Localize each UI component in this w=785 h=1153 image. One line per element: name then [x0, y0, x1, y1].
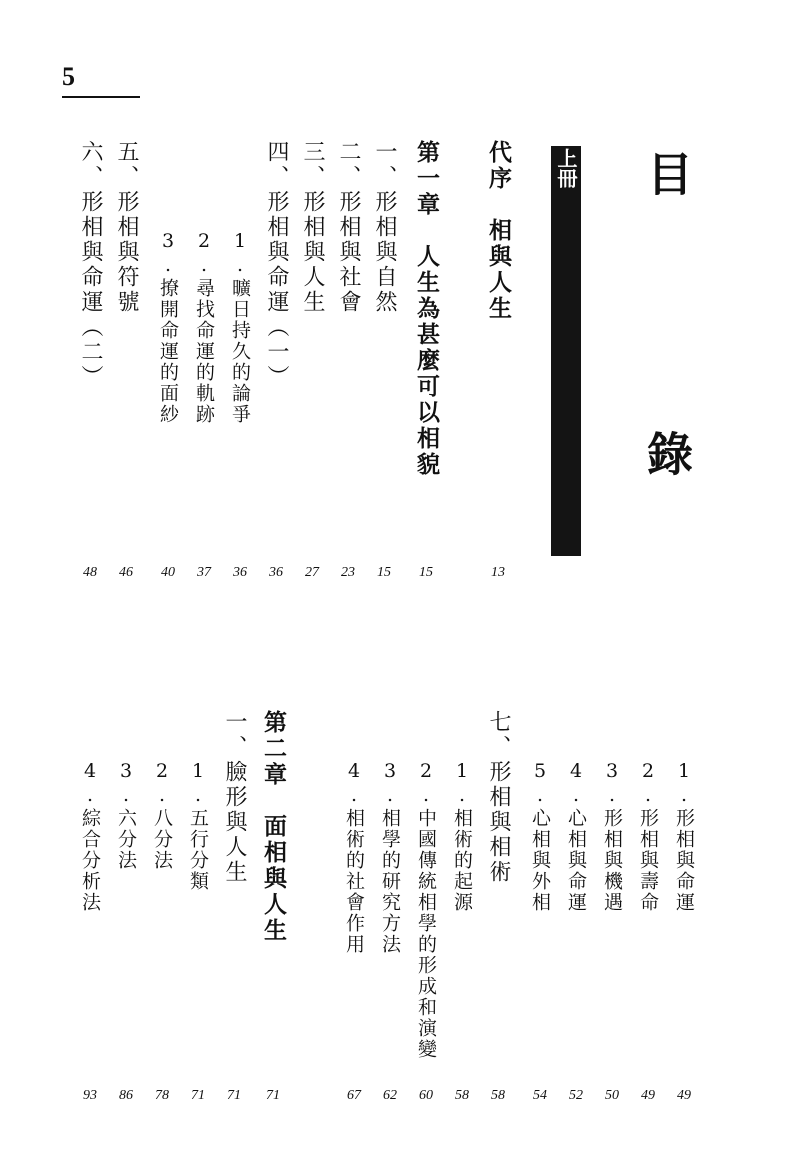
- toc-entry-text: 一、臉形與人生: [222, 710, 247, 885]
- toc-entry-text: 2.尋找命運的軌跡: [193, 230, 215, 425]
- toc-entry-text: 4.綜合分析法: [79, 760, 101, 913]
- toc-entry-text: 1.相術的起源: [451, 760, 473, 913]
- toc-entry-page: 58: [455, 1088, 469, 1103]
- toc-entry-page: 36: [233, 565, 247, 580]
- toc-entry-text: 2.形相與壽命: [637, 760, 659, 913]
- toc-entry-text: 4.心相與命運: [565, 760, 587, 913]
- toc-entry-text: 第一章 人生為甚麼可以相貌: [413, 140, 439, 478]
- toc-entry-text: 四、形相與命運（一）: [264, 140, 289, 390]
- toc-entry-text: 3.相學的研究方法: [379, 760, 401, 955]
- toc-entry-text: 2.中國傳統相學的形成和演變: [415, 760, 437, 1060]
- toc-entry-page: 78: [155, 1088, 169, 1103]
- toc-entry-page: 62: [383, 1088, 397, 1103]
- volume-bar: [551, 146, 581, 556]
- toc-entry-page: 15: [377, 565, 391, 580]
- toc-entry-page: 54: [533, 1088, 547, 1103]
- toc-entry-page: 58: [491, 1088, 505, 1103]
- toc-entry-text: 第二章 面相與人生: [260, 710, 286, 944]
- toc-entry-page: 93: [83, 1088, 97, 1103]
- toc-entry-page: 71: [266, 1088, 280, 1103]
- volume-label: 上冊: [554, 148, 578, 188]
- toc-entry-page: 71: [191, 1088, 205, 1103]
- toc-entry-text: 4.相術的社會作用: [343, 760, 365, 955]
- toc-entry-text: 3.形相與機遇: [601, 760, 623, 913]
- toc-entry-page: 86: [119, 1088, 133, 1103]
- toc-entry-text: 七、形相與相術: [486, 710, 511, 885]
- toc-entry-page: 71: [227, 1088, 241, 1103]
- toc-entry-text: 六、形相與命運（二）: [78, 140, 103, 390]
- toc-entry-page: 15: [419, 565, 433, 580]
- toc-entry-page: 27: [305, 565, 319, 580]
- toc-entry-text: 五、形相與符號: [114, 140, 139, 315]
- page-number: 5: [62, 62, 75, 91]
- toc-entry-page: 50: [605, 1088, 619, 1103]
- toc-entry-page: 48: [83, 565, 97, 580]
- toc-entry-page: 67: [347, 1088, 361, 1103]
- toc-entry-page: 52: [569, 1088, 583, 1103]
- page-number-rule: [62, 96, 140, 98]
- toc-entry-page: 49: [641, 1088, 655, 1103]
- toc-entry-text: 3.六分法: [115, 760, 137, 871]
- toc-entry-page: 23: [341, 565, 355, 580]
- toc-entry-page: 13: [491, 565, 505, 580]
- toc-entry-text: 1.形相與命運: [673, 760, 695, 913]
- toc-entry-text: 二、形相與社會: [336, 140, 361, 315]
- toc-entry-text: 1.曠日持久的論爭: [229, 230, 251, 425]
- toc-entry-page: 40: [161, 565, 175, 580]
- toc-entry-text: 代序 相與人生: [485, 140, 511, 322]
- toc-entry-text: 5.心相與外相: [529, 760, 551, 913]
- toc-title: 目 錄: [640, 150, 694, 566]
- toc-entry-text: 1.五行分類: [187, 760, 209, 892]
- toc-entry-text: 三、形相與人生: [300, 140, 325, 315]
- toc-entry-text: 2.八分法: [151, 760, 173, 871]
- toc-entry-text: 3.撩開命運的面紗: [157, 230, 179, 425]
- toc-entry-page: 37: [197, 565, 211, 580]
- toc-entry-page: 46: [119, 565, 133, 580]
- toc-entry-page: 36: [269, 565, 283, 580]
- toc-entry-page: 60: [419, 1088, 433, 1103]
- toc-entry-text: 一、形相與自然: [372, 140, 397, 315]
- toc-entry-page: 49: [677, 1088, 691, 1103]
